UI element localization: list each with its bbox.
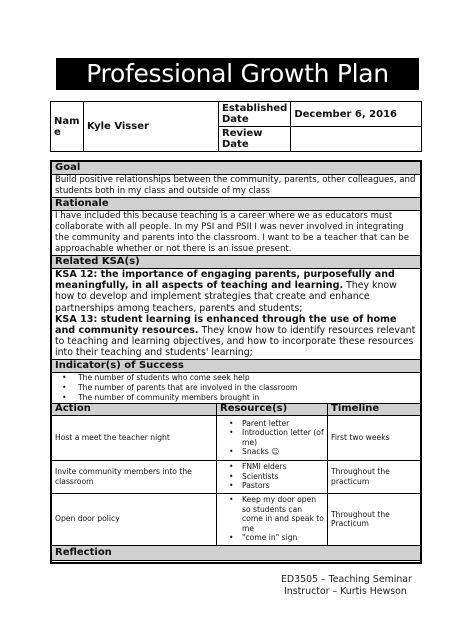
ksa13-title: KSA 13: student learning is enhanced through the use of home and community resources. [55,313,397,337]
resource-item: • FNMI elders [242,462,324,472]
indicators-list [52,373,420,404]
indicator-item: • The number of parents that are involved in the classroom [78,383,420,393]
course-line: ED3505 – Teaching Seminar [281,574,412,585]
resources-cell [217,460,328,493]
established-date-value: December 6, 2016 [291,102,422,127]
indicator-item: • The number of students who come seek help [78,373,420,383]
rationale-heading: Rationale [52,198,420,211]
action-row [52,415,420,460]
resources-cell [217,415,328,460]
action-table [52,404,420,546]
goal-text: Build positive relationships between the community, parents, other colleagues, and students both in my class and outside of my class [52,175,420,198]
info-table [50,101,422,152]
timeline-cell: First two weeks [328,415,421,460]
resource-item: • Keep my door open so students can come in and speak to me [242,495,324,533]
ksa-heading: Related KSA(s) [52,256,420,269]
indicator-item: • The number of community members brought in [78,393,420,403]
action-row [52,493,420,545]
resources-column-header: Resource(s) [217,404,328,416]
timeline-cell: Throughout the practicum [328,460,421,493]
footer [281,574,412,598]
reflection-heading: Reflection [52,546,420,561]
resource-item: • "come in" sign [242,533,324,543]
action-cell: Host a meet the teacher night [52,415,217,460]
goal-heading: Goal [52,162,420,175]
ksa12-text: They know how to develop and implement strategies that create and enhance partnerships among teachers, parents and students; [55,280,397,314]
resource-item: • Parent letter [242,419,324,429]
resource-item: • Pastors [242,481,324,491]
timeline-column-header: Timeline [328,404,421,416]
action-row [52,460,420,493]
resource-item: • Scientists [242,472,324,482]
resources-cell [217,493,328,545]
document-title: Professional Growth Plan [56,58,419,90]
action-cell: Invite community members into the classroom [52,460,217,493]
ksa12-title: KSA 12: the importance of engaging parents, purposefully and meaningfully, in all aspects of teaching and learning. [55,269,395,292]
rationale-text: I have included this because teaching is a career where we as educators must collaborate with all people. In my PSI and PSII I was never involved in integrating the community and parents into the classroom. I want to be a teacher that can be approachable whether or not there is an issue present. [52,211,420,256]
action-column-header: Action [52,404,217,416]
growth-plan-table [50,160,422,564]
ksa-content [52,269,420,360]
resource-item: • Introduction letter (of me) [242,428,324,447]
review-date-value [291,127,422,152]
indicators-heading: Indicator(s) of Success [52,360,420,373]
established-date-label: Established Date [219,102,291,127]
resource-item: • Snacks ☺ [242,447,324,457]
action-cell: Open door policy [52,493,217,545]
name-label: Nam e [51,102,84,152]
name-value: Kyle Visser [84,102,219,152]
ksa13-text: They know how to identify resources relevant to teaching and learning objectives, and how to incorporate these resources into their teaching and students' learning; [55,325,416,359]
review-date-label: Review Date [219,127,291,152]
instructor-line: Instructor – Kurtis Hewson [284,586,407,597]
timeline-cell: Throughout the Practicum [328,493,421,545]
